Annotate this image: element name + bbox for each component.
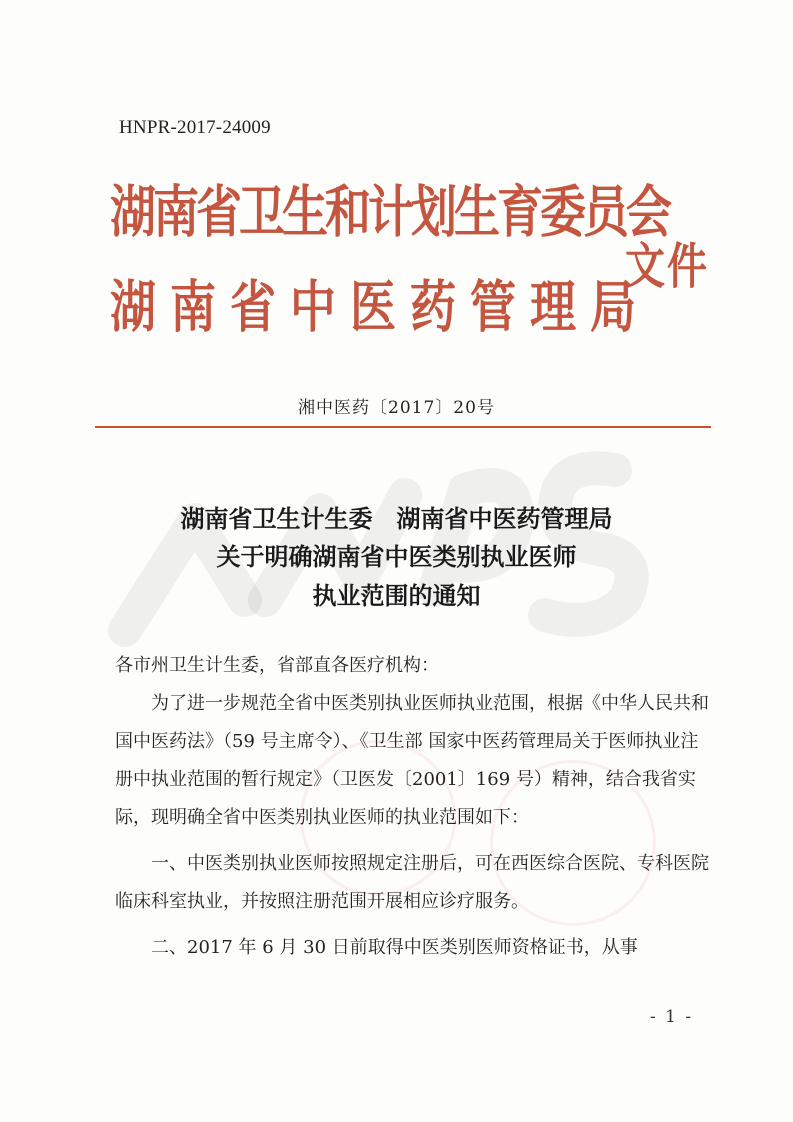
issuer-line-health-commission: 湖南省卫生和计划生育委员会 — [110, 178, 669, 245]
notice-title-line-3: 执业范围的通知 — [312, 582, 481, 610]
notice-body — [115, 647, 715, 967]
document-number: 湘中医药〔2017〕20号 — [298, 398, 495, 418]
notice-title-line-2: 关于明确湖南省中医类别执业医师 — [216, 543, 577, 571]
paragraph-item-2: 二、2017 年 6 月 30 日前取得中医类别医师资格证书，从事 — [151, 937, 638, 958]
notice-title-line-1: 湖南省卫生计生委 湖南省中医药管理局 — [180, 505, 613, 533]
page-number: - 1 - — [650, 1007, 694, 1027]
issuer-line-tcm-bureau: 湖南省中医药管理局 — [110, 273, 650, 340]
paragraph-basis: 为了进一步规范全省中医类别执业医师执业范围，根据《中华人民共和国中医药法》（59 号主席令）、《卫生部 国家中医药管理局关于医师执业注册中执业范围的暂行规定》（卫医发〔2001〕169 号）精神，结合我省实际，现明确全省中医类别执业医师的执业范围如下： — [115, 693, 709, 828]
salutation: 各市州卫生计生委，省部直各医疗机构： — [115, 655, 439, 676]
paragraph-item-1: 一、中医类别执业医师按照规定注册后，可在西医综合医院、专科医院临床科室执业，并按照注册范围开展相应诊疗服务。 — [115, 853, 709, 912]
red-divider-line — [95, 426, 711, 428]
document-code: HNPR-2017-24009 — [119, 117, 271, 138]
issuer-document-label: 文件 — [625, 238, 709, 296]
